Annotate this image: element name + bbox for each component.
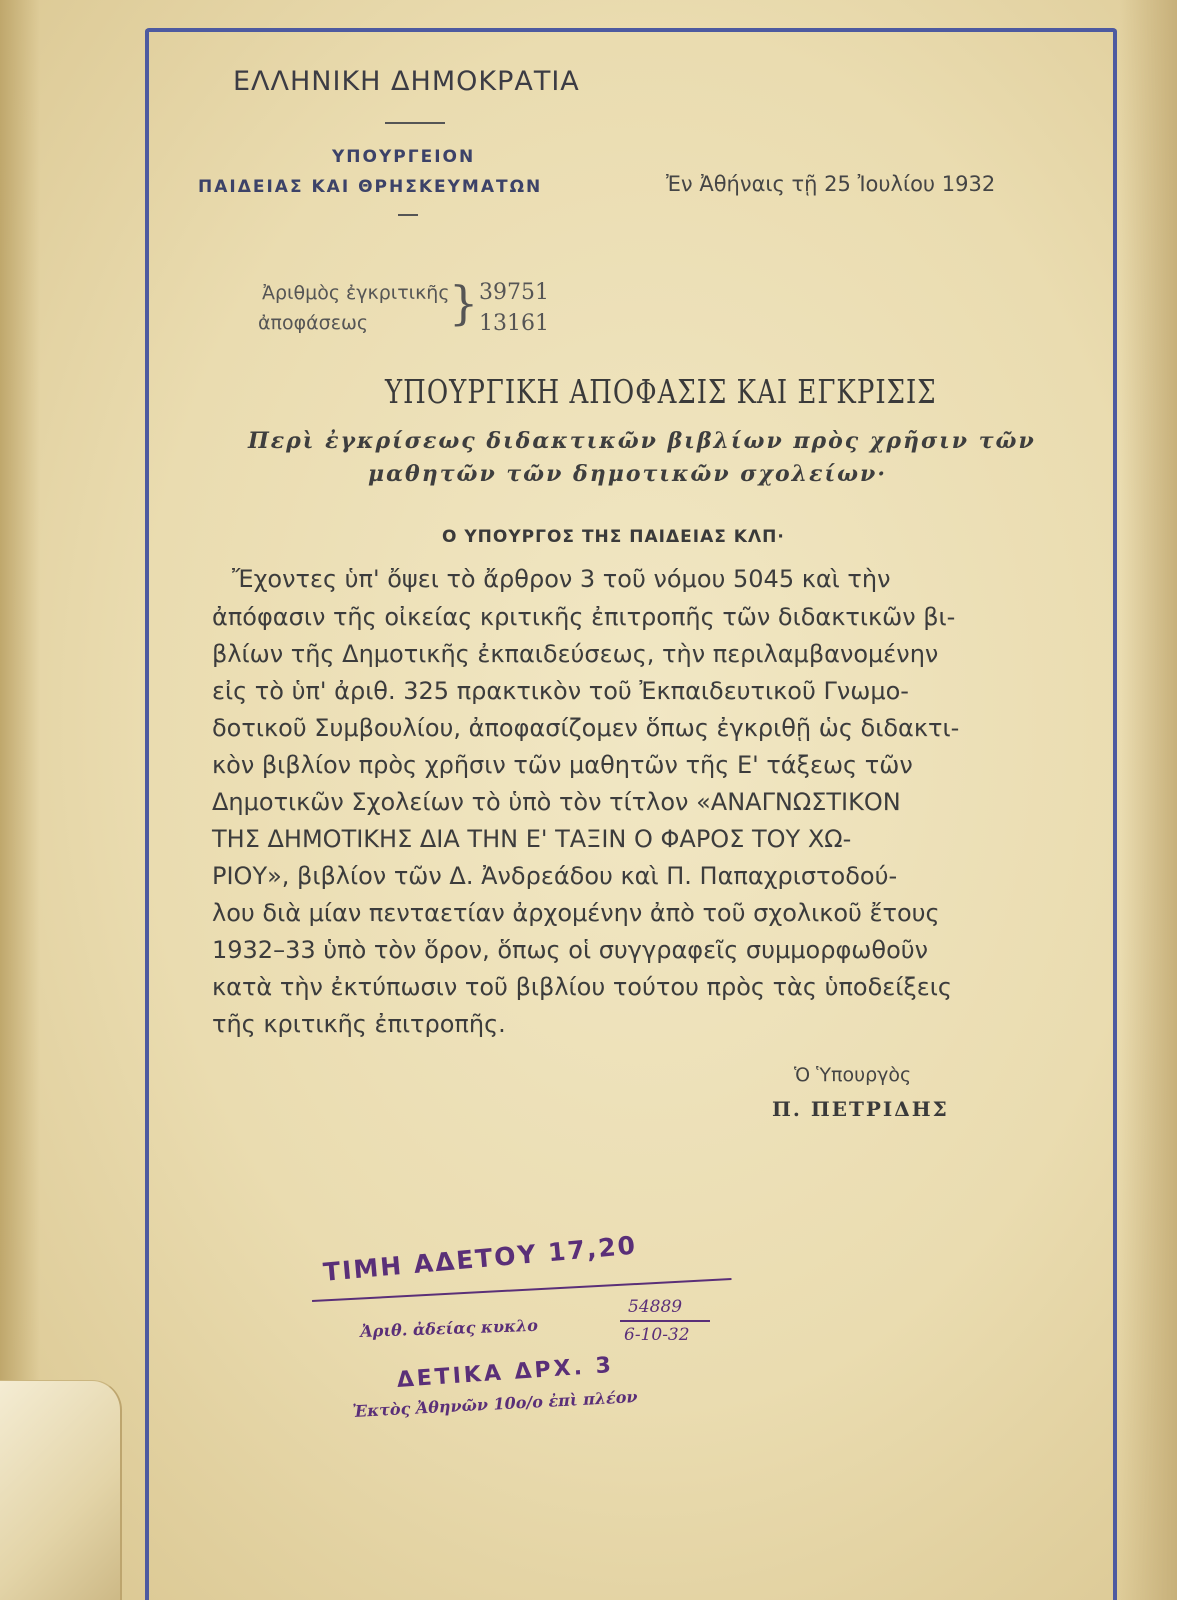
body-line: λου διὰ μίαν πενταετίαν ἀρχομένην ἀπὸ τοῦ σχολικοῦ ἔτους [212, 899, 940, 927]
body-line: ΤΗΣ ΔΗΜΟΤΙΚΗΣ ΔΙΑ ΤΗΝ Ε' ΤΑΞΙΝ Ο ΦΑΡΟΣ ΤΟΥ ΧΩ- [212, 825, 852, 853]
body-heading: Ο ΥΠΟΥΡΓΟΣ ΤΗΣ ΠΑΙΔΕΙΑΣ ΚΛΠ· [442, 527, 785, 547]
page-edge-shadow-left [0, 0, 40, 1600]
page-edge-shadow-right [1120, 0, 1177, 1600]
republic-heading: ΕΛΛΗΝΙΚΗ ΔΗΜΟΚΡΑΤΙΑ [233, 66, 580, 97]
stamp-permit-date: 6-10-32 [624, 1325, 690, 1345]
stamp-outside-athens: Ἐκτὸς Ἀθηνῶν 10o/o ἐπὶ πλέον [352, 1387, 638, 1421]
torn-page-corner [0, 1380, 122, 1600]
body-line: τῆς κριτικῆς ἐπιτροπῆς. [212, 1010, 506, 1038]
subject-line-2: μαθητῶν τῶν δημοτικῶν σχολείων· [368, 461, 887, 487]
body-line: βλίων τῆς Δημοτικῆς ἐκπαιδεύσεως, τὴν περιλαμβανομένην [212, 640, 939, 668]
decision-title: ΥΠΟΥΡΓΙΚΗ ΑΠΟΦΑΣΙΣ ΚΑΙ ΕΓΚΡΙΣΙΣ [385, 374, 937, 412]
stamp-tax: ΔΕΤΙΚΑ ΔΡΧ. 3 [396, 1352, 615, 1393]
ministry-line-1: ΥΠΟΥΡΓΕΙΟΝ [332, 147, 476, 167]
stamp-permit-number: 54889 [628, 1297, 683, 1317]
body-line: ΡΙΟΥ», βιβλίον τῶν Δ. Ἀνδρεάδου καὶ Π. Παπαχριστοδού- [212, 862, 898, 890]
body-line: Ἔχοντες ὑπ' ὄψει τὸ ἄρθρον 3 τοῦ νόμου 5045 καὶ τὴν [232, 565, 891, 593]
signature-name: Π. ΠΕΤΡΙΔΗΣ [772, 1097, 949, 1121]
stamp-permit-label: Ἀριθ. ἀδείας κυκλο [360, 1315, 539, 1341]
body-line: κατὰ τὴν ἐκτύπωσιν τοῦ βιβλίου τούτου πρὸς τὰς ὑποδείξεις [212, 973, 952, 1001]
reference-label-line-1: Ἀριθμὸς ἐγκριτικῆς [262, 282, 450, 304]
reference-number-1: 39751 [479, 280, 549, 305]
body-line: ἀπόφασιν τῆς οἰκείας κριτικῆς ἐπιτροπῆς τῶν διδακτικῶν βι- [212, 603, 956, 631]
subject-line-1: Περὶ ἐγκρίσεως διδακτικῶν βιβλίων πρὸς χρῆσιν τῶν [248, 428, 1036, 454]
signature-closing: Ὁ Ὑπουργὸς [794, 1064, 912, 1086]
divider-rule-small [398, 214, 418, 216]
document-date: Ἐν Ἀθήναις τῇ 25 Ἰουλίου 1932 [666, 172, 996, 196]
body-line: 1932–33 ὑπὸ τὸν ὅρον, ὅπως οἱ συγγραφεῖς συμμορφωθοῦν [212, 936, 929, 964]
stamp-fraction-line [620, 1320, 710, 1322]
body-line: δοτικοῦ Συμβουλίου, ἀποφασίζομεν ὅπως ἐγκριθῇ ὡς διδακτι- [212, 714, 960, 742]
reference-label-line-2: ἀποφάσεως [258, 312, 369, 334]
reference-number-2: 13161 [479, 311, 549, 336]
reference-brace-icon: } [449, 276, 479, 330]
body-line: εἰς τὸ ὑπ' ἀριθ. 325 πρακτικὸν τοῦ Ἐκπαιδευτικοῦ Γνωμο- [212, 677, 909, 705]
divider-rule [385, 122, 445, 124]
body-line: Δημοτικῶν Σχολείων τὸ ὑπὸ τὸν τίτλον «ΑΝΑΓΝΩΣΤΙΚΟΝ [212, 788, 901, 816]
stamp-price: ΤΙΜΗ ΑΔΕΤΟΥ 17,20 [322, 1230, 639, 1287]
body-line: κὸν βιβλίον πρὸς χρῆσιν τῶν μαθητῶν τῆς Ε' τάξεως τῶν [212, 751, 913, 779]
ministry-line-2: ΠΑΙΔΕΙΑΣ ΚΑΙ ΘΡΗΣΚΕΥΜΑΤΩΝ [198, 177, 543, 197]
